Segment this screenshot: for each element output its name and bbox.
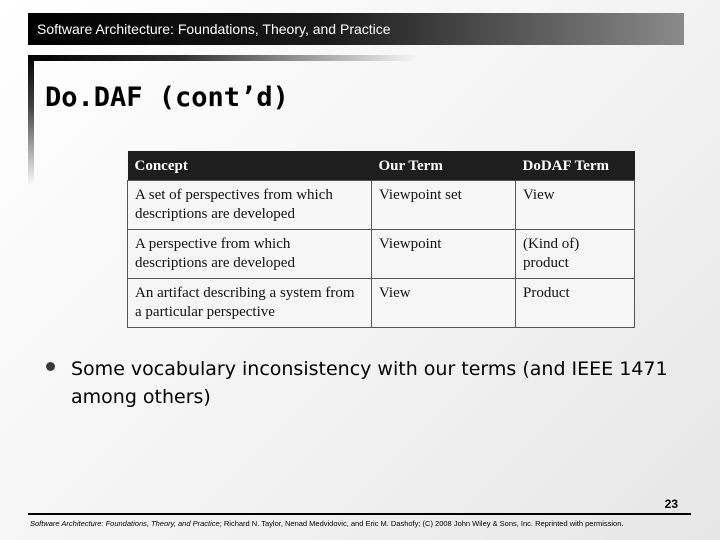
footer-book-title: Software Architecture: Foundations, Theory, and Practice xyxy=(30,519,220,528)
title-rule xyxy=(28,55,418,61)
table-row xyxy=(128,279,635,328)
table-cell-our-term: Viewpoint xyxy=(372,230,516,279)
table-cell-our-term: Viewpoint set xyxy=(372,181,516,230)
page-number: 23 xyxy=(664,497,678,511)
table-cell-dodaf-term: Product xyxy=(516,279,635,328)
table-cell-dodaf-term: (Kind of) product xyxy=(516,230,635,279)
table-row xyxy=(128,230,635,279)
vocabulary-table xyxy=(127,151,635,328)
bullet-dot-icon xyxy=(46,362,55,371)
table-cell-concept: A set of perspectives from which descriptions are developed xyxy=(128,181,372,230)
column-header-concept: Concept xyxy=(128,151,372,181)
table-header-row xyxy=(128,151,635,181)
table-cell-our-term: View xyxy=(372,279,516,328)
footer-rule xyxy=(28,513,691,515)
column-header-dodaf-term: DoDAF Term xyxy=(516,151,635,181)
column-header-our-term: Our Term xyxy=(372,151,516,181)
table-row xyxy=(128,181,635,230)
left-rule xyxy=(28,55,34,185)
table-cell-dodaf-term: View xyxy=(516,181,635,230)
header-bar xyxy=(28,13,684,45)
footer-citation xyxy=(30,519,710,528)
bullet-text: Some vocabulary inconsistency with our terms (and IEEE 1471 among others) xyxy=(71,358,668,408)
table-cell-concept: An artifact describing a system from a particular perspective xyxy=(128,279,372,328)
footer-credit: ; Richard N. Taylor, Nenad Medvidovic, and Eric M. Dashofy; (C) 2008 John Wiley & Sons, Inc. Reprinted with permission. xyxy=(219,519,624,528)
table-cell-concept: A perspective from which descriptions are developed xyxy=(128,230,372,279)
slide-title: Do.DAF (cont’d) xyxy=(45,82,289,113)
header-title: Software Architecture: Foundations, Theory, and Practice xyxy=(37,21,391,37)
